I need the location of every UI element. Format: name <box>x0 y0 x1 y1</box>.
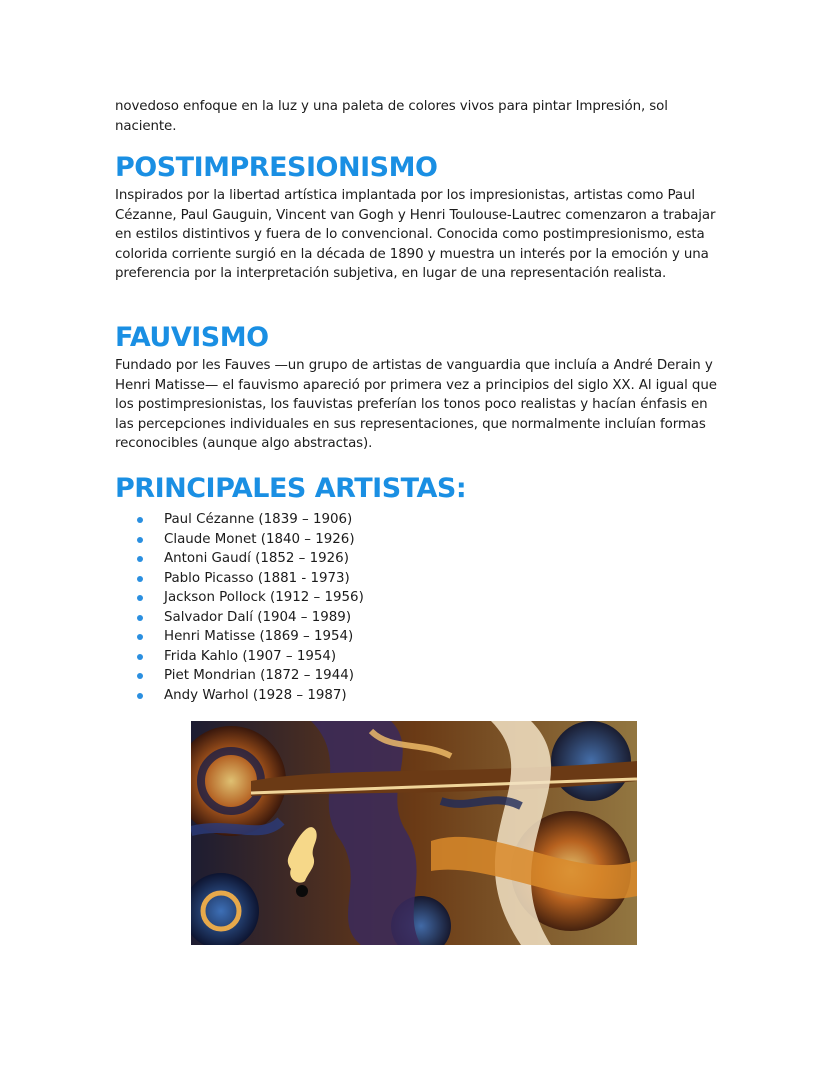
bullet-icon <box>137 556 143 562</box>
bullet-icon <box>137 615 143 621</box>
list-item <box>137 569 720 589</box>
artist-name: Andy Warhol (1928 – 1987) <box>164 687 347 703</box>
section-body: Inspirados por la libertad artística implantada por los impresionistas, artistas como Paul Cézanne, Paul Gauguin, Vincent van Gogh y Henri Toulouse-Lautrec comenzaron a trabajar en estilos distintivos y fuera de lo convencional. Conocida como postimpresionismo, esta colorida corriente surgió en la década de 1890 y muestra un interés por la emoción y una preferencia por la interpretación subjetiva, en lugar de una representación realista. <box>115 188 716 282</box>
abstract-art-image <box>191 721 637 945</box>
section-fauvismo <box>115 322 720 454</box>
bullet-icon <box>137 634 143 640</box>
intro-paragraph: novedoso enfoque en la luz y una paleta de colores vivos para pintar Impresión, sol naciente. <box>115 99 668 134</box>
artists-list <box>115 510 720 705</box>
artist-name: Salvador Dalí (1904 – 1989) <box>164 609 352 625</box>
list-item <box>137 530 720 550</box>
list-item <box>137 647 720 667</box>
section-heading: FAUVISMO <box>115 322 269 353</box>
artist-name: Jackson Pollock (1912 – 1956) <box>164 590 364 605</box>
bullet-icon <box>137 537 143 543</box>
bullet-icon <box>137 595 143 601</box>
section-artists <box>115 473 720 705</box>
list-item <box>137 666 720 686</box>
list-item <box>137 510 720 530</box>
art-illustration <box>191 721 637 945</box>
artist-name: Pablo Picasso (1881 - 1973) <box>164 570 350 586</box>
artist-name: Paul Cézanne (1839 – 1906) <box>164 512 353 527</box>
artist-name: Henri Matisse (1869 – 1954) <box>164 629 354 644</box>
artist-name: Claude Monet (1840 – 1926) <box>164 531 355 547</box>
bullet-icon <box>137 576 143 582</box>
section-heading: POSTIMPRESIONISMO <box>115 152 438 183</box>
list-item <box>137 549 720 569</box>
list-item <box>137 686 720 706</box>
bullet-icon <box>137 673 143 679</box>
list-item <box>137 627 720 647</box>
artists-heading: PRINCIPALES ARTISTAS: <box>115 473 467 504</box>
bullet-icon <box>137 693 143 699</box>
list-item <box>137 588 720 608</box>
section-body: Fundado por les Fauves —un grupo de artistas de vanguardia que incluía a André Derain y Henri Matisse— el fauvismo apareció por primera vez a principios del siglo XX. Al igual que los postimpresionistas, los fauvistas preferían los tonos poco realistas y hacían énfasis en las percepciones individuales en sus representaciones, que normalmente incluían formas reconocibles (aunque algo abstractas). <box>115 358 717 452</box>
artist-name: Piet Mondrian (1872 – 1944) <box>164 668 354 683</box>
artist-name: Frida Kahlo (1907 – 1954) <box>164 648 337 664</box>
artist-name: Antoni Gaudí (1852 – 1926) <box>164 551 349 566</box>
list-item <box>137 608 720 628</box>
bullet-icon <box>137 654 143 660</box>
bullet-icon <box>137 517 143 523</box>
section-postimpresionismo <box>115 152 720 284</box>
